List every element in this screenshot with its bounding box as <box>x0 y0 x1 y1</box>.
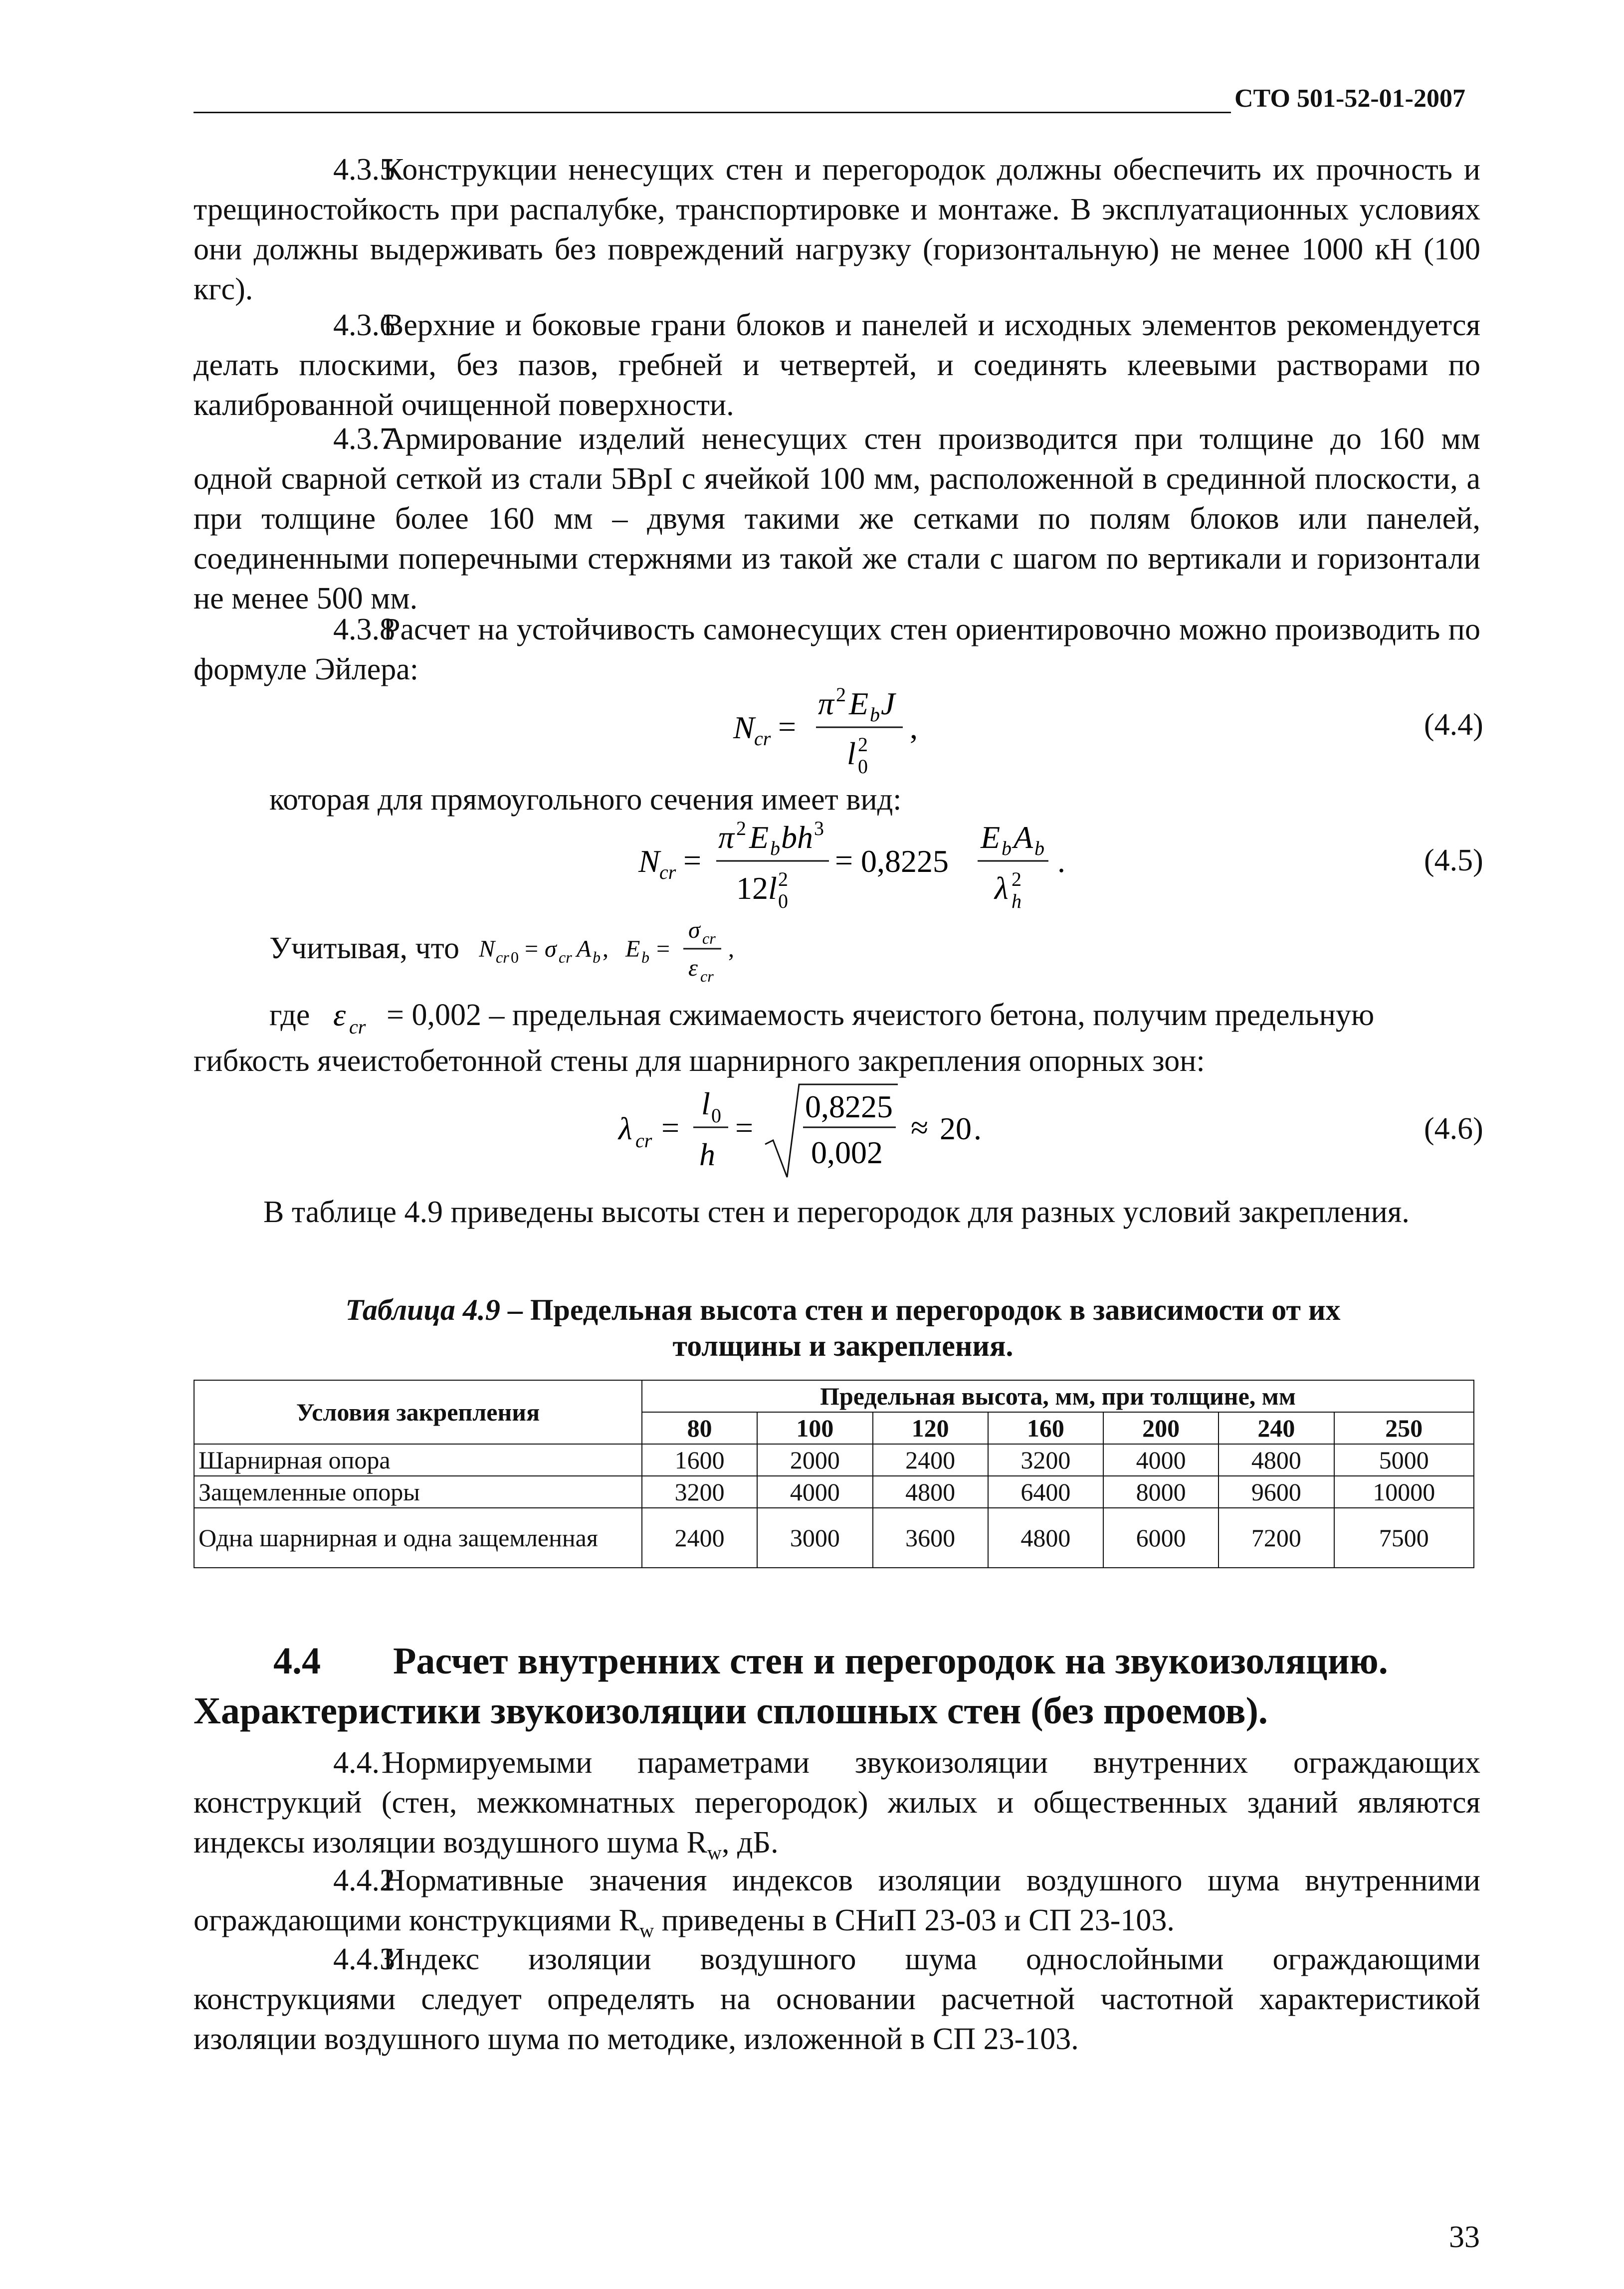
svg-text:=: = <box>835 842 853 878</box>
table-cell: 2400 <box>873 1444 988 1476</box>
rect-section-intro: которая для прямоугольного сечения имеет вид: <box>269 783 902 817</box>
table-caption <box>294 1292 1392 1364</box>
paragraph-4-3-7 <box>194 419 1480 619</box>
coefficient: 0,8225 <box>861 843 949 879</box>
given-prefix: Учитывая, что <box>269 931 459 965</box>
paragraph-4-4-2 <box>194 1861 1480 1950</box>
svg-text:ε: ε <box>688 955 698 981</box>
svg-text:=: = <box>735 1110 754 1145</box>
svg-text:0: 0 <box>778 890 788 912</box>
table-cell: 8000 <box>1103 1476 1218 1508</box>
table-cell: 2400 <box>642 1508 757 1568</box>
svg-text:l: l <box>847 736 856 771</box>
svg-text:b: b <box>870 703 880 726</box>
table-cell: 4800 <box>1218 1444 1334 1476</box>
svg-text:=: = <box>683 842 702 878</box>
svg-text:ε: ε <box>333 997 346 1033</box>
section-title-line2: Характеристики звукоизоляции сплошных стен (без проемов). <box>194 1690 1268 1732</box>
paragraph-tail: , дБ. <box>721 1826 779 1860</box>
svg-text:A: A <box>1014 820 1033 855</box>
svg-text:σ: σ <box>688 917 700 943</box>
table-caption-text: – Предельная высота стен и перегородок в зависимости от их толщины и закрепления. <box>500 1293 1341 1362</box>
paragraph-text: Конструкции ненесущих стен и перегородок должны обеспечить их прочность и трещиностойкость при распалубке, транспортировке и монтаже. В эксплуатационных условиях они должны выдерживать без повреждений нагрузку (горизонтальную) не менее 1000 кН (100 кгс). <box>194 153 1480 306</box>
table-header-row <box>194 1380 1474 1412</box>
svg-text:,: , <box>910 710 918 745</box>
page-number: 33 <box>1449 2220 1480 2254</box>
paragraph-number: 4.3.6 <box>333 308 395 342</box>
svg-text:2: 2 <box>1012 868 1021 890</box>
row-label: Защемленные опоры <box>194 1476 642 1508</box>
column-header-thickness: 80 <box>642 1412 757 1444</box>
table-cell: 4800 <box>988 1508 1103 1568</box>
svg-text:cr: cr <box>559 948 572 966</box>
svg-text:λ: λ <box>995 870 1009 906</box>
section-heading <box>194 1636 1480 1736</box>
svg-text:,: , <box>603 936 609 962</box>
table-reference: В таблице 4.9 приведены высоты стен и перегородок для разных условий закрепления. <box>263 1195 1410 1229</box>
equation-number: (4.4) <box>1424 708 1483 742</box>
svg-text:N: N <box>733 710 755 745</box>
svg-text:cr: cr <box>659 861 676 883</box>
equation-number: (4.6) <box>1424 1112 1483 1146</box>
svg-text:b: b <box>1002 837 1012 859</box>
paragraph-text: Верхние и боковые грани блоков и панелей и исходных элементов рекомендуется делать плоскими, без пазов, гребней и четвертей, и соединять клеевыми растворами по калиброванной очищенной поверхности. <box>194 308 1480 422</box>
column-header-thickness: 120 <box>873 1412 988 1444</box>
svg-text:cr: cr <box>496 948 509 966</box>
svg-text:E: E <box>749 820 769 855</box>
svg-text:b: b <box>593 948 601 966</box>
svg-text:π: π <box>718 820 735 855</box>
paragraph-4-4-1 <box>194 1743 1480 1873</box>
svg-text:2: 2 <box>778 868 788 890</box>
svg-text:0,002: 0,002 <box>811 1135 883 1170</box>
paragraph-4-4-3 <box>194 1939 1480 2059</box>
equation-number: (4.5) <box>1424 843 1483 877</box>
svg-text:E: E <box>981 820 1001 855</box>
table-row <box>194 1476 1474 1508</box>
svg-text:E: E <box>625 936 640 962</box>
svg-text:cr: cr <box>702 929 716 947</box>
rectangular-section-formula <box>633 813 1132 923</box>
paragraph-number: 4.3.5 <box>333 153 395 187</box>
svg-text:π: π <box>818 686 834 721</box>
strain-symbol <box>329 993 384 1047</box>
document-code: СТО 501-52-01-2007 <box>1234 84 1465 113</box>
svg-text:=: = <box>661 1110 680 1145</box>
column-header-thickness: 160 <box>988 1412 1103 1444</box>
svg-text:h: h <box>699 1137 715 1172</box>
svg-text:2: 2 <box>836 683 846 706</box>
paragraph-number: 4.4.1 <box>333 1746 395 1780</box>
table-cell: 3600 <box>873 1508 988 1568</box>
svg-text:2: 2 <box>736 817 746 839</box>
where-label: где <box>269 998 310 1032</box>
paragraph-text: Армирование изделий ненесущих стен производится при толщине до 160 мм одной сварной сеткой из стали 5ВрI с ячейкой 100 мм, расположенной в срединной плоскости, а при толщине более 160 мм – двумя такими же сетками по полям блоков или панелей, соединенными поперечными стержнями из такой же стали с шагом по вертикали и горизонтали не менее 500 мм. <box>194 422 1480 616</box>
section-title-line1: Расчет внутренних стен и перегородок на звукоизоляцию. <box>393 1640 1388 1682</box>
svg-text:cr: cr <box>700 967 714 985</box>
where-text-continued: гибкость ячеистобетонной стены для шарнирного закрепления опорных зон: <box>194 1044 1205 1078</box>
table-cell: 3200 <box>988 1444 1103 1476</box>
table-cell: 1600 <box>642 1444 757 1476</box>
svg-text:σ: σ <box>545 936 557 962</box>
rw-subscript: w <box>639 1919 654 1942</box>
svg-text:h: h <box>1012 890 1021 912</box>
svg-text:12: 12 <box>736 870 768 906</box>
paragraph-text: Индекс изоляции воздушного шума однослойными ограждающими конструкциями следует определять на основании расчетной частотной характеристикой изоляции воздушного шума по методике, изложенной в СП 23-103. <box>194 1942 1480 2056</box>
paragraph-text: Нормируемыми параметрами звукоизоляции внутренних ограждающих конструкций (стен, межкомнатных перегородок) жилых и общественных зданий являются индексы изоляции воздушного шума R <box>194 1746 1480 1860</box>
paragraph-number: 4.4.2 <box>333 1864 395 1897</box>
row-label: Шарнирная опора <box>194 1444 642 1476</box>
table-cell: 5000 <box>1334 1444 1474 1476</box>
svg-text:A: A <box>577 936 592 962</box>
svg-text:0: 0 <box>711 1104 721 1127</box>
svg-text:cr: cr <box>754 727 771 750</box>
svg-text:3: 3 <box>814 817 824 839</box>
paragraph-4-3-6 <box>194 305 1480 425</box>
svg-text:0: 0 <box>511 948 519 966</box>
svg-text:.: . <box>1057 843 1065 879</box>
svg-text:0: 0 <box>858 755 868 778</box>
paragraph-number: 4.3.8 <box>333 613 395 646</box>
paragraph-tail: приведены в СНиП 23-03 и СП 23-103. <box>654 1903 1175 1937</box>
table-cell: 10000 <box>1334 1476 1474 1508</box>
svg-text:λ: λ <box>618 1111 632 1146</box>
euler-formula <box>718 678 968 788</box>
column-header-condition: Условия закрепления <box>194 1380 642 1444</box>
table-cell: 4000 <box>1103 1444 1218 1476</box>
paragraph-text: Расчет на устойчивость самонесущих стен ориентировочно можно производить по формуле Эйлера: <box>194 613 1480 686</box>
table-cell: 9600 <box>1218 1476 1334 1508</box>
table-cell: 3200 <box>642 1476 757 1508</box>
table-cell: 7500 <box>1334 1508 1474 1568</box>
table-caption-label: Таблица 4.9 <box>345 1293 500 1326</box>
svg-text:l: l <box>768 870 777 906</box>
table-row <box>194 1508 1474 1568</box>
column-header-group: Предельная высота, мм, при толщине, мм <box>642 1380 1474 1412</box>
svg-text:,: , <box>728 936 734 962</box>
table-cell: 2000 <box>757 1444 872 1476</box>
svg-text:≈: ≈ <box>911 1110 929 1145</box>
svg-text:=: = <box>656 936 670 962</box>
svg-text:b: b <box>770 837 780 859</box>
table-cell: 4800 <box>873 1476 988 1508</box>
svg-text:l: l <box>701 1086 710 1121</box>
column-header-thickness: 100 <box>757 1412 872 1444</box>
svg-text:20: 20 <box>940 1111 972 1146</box>
given-relations <box>479 917 788 992</box>
table-cell: 7200 <box>1218 1508 1334 1568</box>
svg-text:cr: cr <box>349 1016 366 1038</box>
table-cell: 6000 <box>1103 1508 1218 1568</box>
svg-text:N: N <box>479 936 495 962</box>
paragraph-4-3-5 <box>194 150 1480 309</box>
column-header-thickness: 240 <box>1218 1412 1334 1444</box>
row-label: Одна шарнирная и одна защемленная <box>194 1508 642 1568</box>
svg-text:0,8225: 0,8225 <box>805 1089 893 1124</box>
rw-subscript: w <box>707 1841 722 1864</box>
svg-text:E: E <box>849 686 869 721</box>
paragraph-4-3-8 <box>194 610 1480 689</box>
table-cell: 4000 <box>757 1476 872 1508</box>
table-row <box>194 1444 1474 1476</box>
svg-text:b: b <box>641 948 649 966</box>
svg-text:cr: cr <box>635 1129 652 1152</box>
svg-text:2: 2 <box>858 733 868 756</box>
column-header-thickness: 250 <box>1334 1412 1474 1444</box>
column-header-thickness: 200 <box>1103 1412 1218 1444</box>
table-cell: 3000 <box>757 1508 872 1568</box>
svg-text:J: J <box>881 686 895 721</box>
paragraph-number: 4.4.3 <box>333 1942 395 1976</box>
header-rule <box>194 112 1231 113</box>
paragraph-number: 4.3.7 <box>333 422 395 456</box>
table-cell: 6400 <box>988 1476 1103 1508</box>
svg-text:=: = <box>525 936 539 962</box>
limit-height-table <box>194 1380 1474 1568</box>
paragraph-text: Нормативные значения индексов изоляции воздушного шума внутренними ограждающими конструкциями R <box>194 1864 1480 1937</box>
where-text: = 0,002 – предельная сжимаемость ячеистого бетона, получим предельную <box>387 998 1375 1032</box>
svg-text:N: N <box>638 843 660 879</box>
svg-text:bh: bh <box>781 820 813 855</box>
svg-text:.: . <box>974 1111 982 1146</box>
slenderness-formula <box>613 1079 1022 1189</box>
svg-text:=: = <box>778 709 797 744</box>
section-number: 4.4 <box>273 1640 321 1682</box>
svg-text:b: b <box>1034 837 1044 859</box>
